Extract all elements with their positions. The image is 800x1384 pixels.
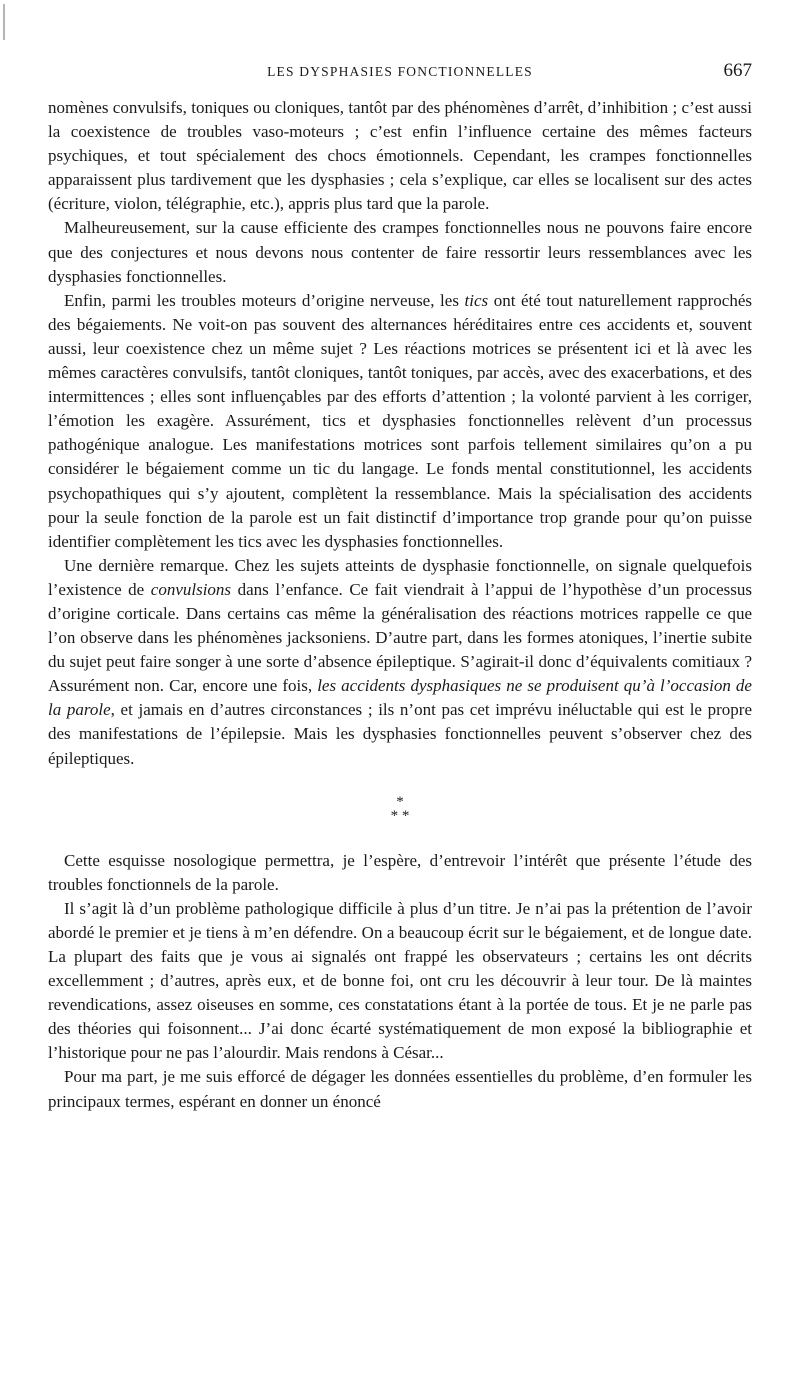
paragraph-2: Malheureusement, sur la cause efficiente des crampes fonctionnelles nous ne pouvons faire encore que des conjectures et nous devons nous contenter de faire ressortir leurs ressemblances avec les dysphasies fonctionnelles.	[48, 218, 752, 286]
paragraph-4	[48, 554, 752, 771]
asterism-bottom: * *	[390, 807, 410, 824]
paragraph-4-text-b: dans l’enfance. Ce fait viendrait à l’appui de l’hypothèse d’un processus d’origine corticale. Dans certains cas même la généralisation des réactions motrices rappelle ce que l’on observe dans les phénomènes jacksoniens. D’autre part, dans les formes atoniques, l’inertie subite du sujet peut faire songer à une sorte d’absence épileptique. S’agirait-il donc d’équivalents comitiaux ? Assurément non. Car, encore une fois,	[48, 579, 752, 696]
paragraph-5: Cette esquisse nosologique permettra, je l’espère, d’entrevoir l’intérêt que présente l’étude des troubles fonctionnels de la parole.	[48, 850, 752, 894]
paragraph-7: Pour ma part, je me suis efforcé de dégager les données essentielles du problème, d’en formuler les principaux termes, espérant en donner un énoncé	[48, 1067, 752, 1111]
page-body	[48, 96, 752, 1114]
paragraph-6: Il s’agit là d’un problème pathologique difficile à plus d’un titre. Je n’ai pas la prétention de l’avoir abordé le premier et je tiens à m’en défendre. On a beaucoup écrit sur le bégaiement, et de longue date. La plupart des faits que je vous ai signalés ont frappé les observateurs ; certains les ont décrits excellemment ; d’autres, après eux, et de bonne foi, ont cru les découvrir à leur tour. De là maintes revendications, assez oiseuses en somme, ces constatations étant à la portée de tous. Et je ne parle pas des théories qui foisonnent... J’ai donc écarté systématiquement de mon exposé la bibliographie et l’historique pour ne pas l’alourdir. Mais rendons à César...	[48, 898, 752, 1063]
paragraph-1: nomènes convulsifs, toniques ou cloniques, tantôt par des phénomènes d’arrêt, d’inhibition ; c’est aussi la coexistence de troubles vaso-moteurs ; c’est enfin l’influence certaine des mêmes facteurs psychiques, et tout spécialement des chocs émotionnels. Cependant, les crampes fonctionnelles apparaissent plus tardivement que les dysphasies ; cela s’explique, car elles se localisent sur des actes (écriture, violon, télégraphie, etc.), appris plus tard que la parole.	[48, 98, 752, 214]
emphasis-convulsions: convulsions	[150, 579, 232, 599]
asterism-top: *	[396, 793, 404, 810]
emphasis-tics: tics	[464, 290, 489, 310]
page-edge-mark	[3, 4, 5, 40]
section-asterism	[48, 795, 752, 823]
paragraph-4-text-c: , et jamais en d’autres circonstances ; ils n’ont pas cet imprévu inéluctable qui est le propre des manifestations de l’épilepsie. Mais les dysphasies fonctionnelles peuvent s’observer chez des épileptiques.	[48, 700, 752, 768]
paragraph-3-text-a: Enfin, parmi les troubles moteurs d’origine nerveuse, les	[64, 290, 465, 310]
paragraph-3-text-b: ont été tout naturellement rapprochés des bégaiements. Ne voit-on pas souvent des alternances héréditaires entre ces accidents et, souvent aussi, leur coexistence chez un même sujet ? Les réactions motrices se présentent ici et là avec les mêmes caractères convulsifs, tantôt cloniques, tantôt toniques, par accès, avec des exacerbations, et des intermittences ; elles sont influençables par des efforts d’attention ; la volonté parvient à les corriger, l’émotion les exagère. Assurément, tics et dysphasies fonctionnelles relèvent d’un processus pathogénique analogue. Les manifestations motrices sont parfois tellement similaires qu’on a pu considérer le bégaiement comme un tic du langage. Le fonds mental constitutionnel, les accidents psychopathiques qui s’y ajoutent, complètent la ressemblance. Mais la spécialisation des accidents pour la seule fonction de la parole est un fait distinctif d’importance trop grande pour qu’on puisse identifier complètement les tics avec les dysphasies fonctionnelles.	[48, 290, 752, 551]
page-header	[48, 62, 752, 86]
running-head: LES DYSPHASIES FONCTIONNELLES	[267, 64, 533, 79]
page-number: 667	[723, 60, 752, 81]
paragraph-4-text-a: Une dernière remarque. Chez les sujets atteints de dysphasie fonctionnelle, on signale quelquefois l’existence de	[48, 555, 752, 599]
emphasis-dysphasic-accidents: les accidents dysphasiques ne se produisent qu’à l’occasion de la parole	[48, 676, 752, 720]
paragraph-3	[48, 289, 752, 554]
book-page	[48, 0, 752, 1384]
